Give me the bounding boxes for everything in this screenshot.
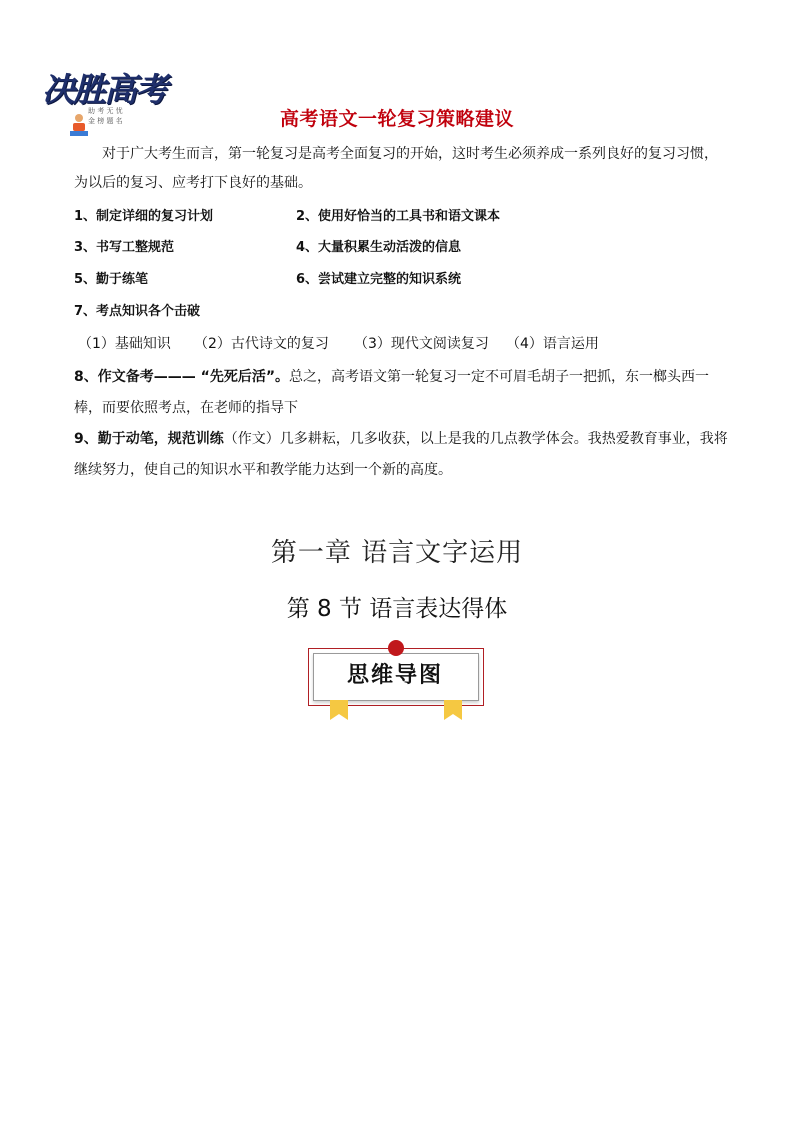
list-item: 3、书写工整规范 xyxy=(74,240,175,255)
list-item-7: 7、考点知识各个击破 xyxy=(74,304,201,319)
item-8-paragraph xyxy=(74,362,730,424)
list-item: 6、尝试建立完整的知识系统 xyxy=(296,272,462,287)
page-title: 高考语文一轮复习策略建议 xyxy=(279,108,514,130)
mind-map-badge xyxy=(308,638,488,722)
list-row xyxy=(74,207,501,227)
pin-icon xyxy=(388,640,404,656)
list-item: 5、勤于练笔 xyxy=(74,272,149,287)
subitem: （4）语言运用 xyxy=(506,336,599,352)
list-item: 2、使用好恰当的工具书和语文课本 xyxy=(296,209,501,224)
chapter-title: 第一章 语言文字运用 xyxy=(270,538,524,568)
item-9-heading: 9、勤于动笔，规范训练 xyxy=(74,431,224,447)
subitem: （1）基础知识 xyxy=(78,336,171,352)
item-8-heading: 8、作文备考——— “先死后活”。 xyxy=(74,369,290,385)
list-item: 4、大量积累生动活泼的信息 xyxy=(296,240,462,255)
item-8-text: 总之，高考语文第一轮复习一定不可眉毛胡子一把抓，东一榔头西一棒，而要依照考点，在老师的指导下 xyxy=(74,369,710,416)
subitem: （3）现代文阅读复习 xyxy=(354,336,489,352)
list-item: 1、制定详细的复习计划 xyxy=(74,209,214,224)
intro-paragraph: 对于广大考生而言，第一轮复习是高考全面复习的开始，这时考生必须养成一系列良好的复习习惯，为以后的复习、应考打下良好的基础。 xyxy=(74,146,718,191)
section-title: 第 8 节 语言表达得体 xyxy=(286,596,508,622)
subitem: （2）古代诗文的复习 xyxy=(194,336,329,352)
item-9-text: （作文）几多耕耘，几多收获，以上是我的几点教学体会。我热爱教育事业，我将继续努力，使自己的知识水平和教学能力达到一个新的高度。 xyxy=(74,431,728,478)
ribbon-icon xyxy=(330,700,348,720)
ribbon-icon xyxy=(444,700,462,720)
logo-subtitle: 助 考 无 忧 金 榜 题 名 xyxy=(88,107,123,125)
list-row xyxy=(74,270,462,290)
badge-label: 思维导图 xyxy=(346,663,443,688)
item-9-paragraph xyxy=(74,424,730,486)
logo-text: 决胜高考 xyxy=(42,70,166,109)
list-row xyxy=(74,238,462,258)
